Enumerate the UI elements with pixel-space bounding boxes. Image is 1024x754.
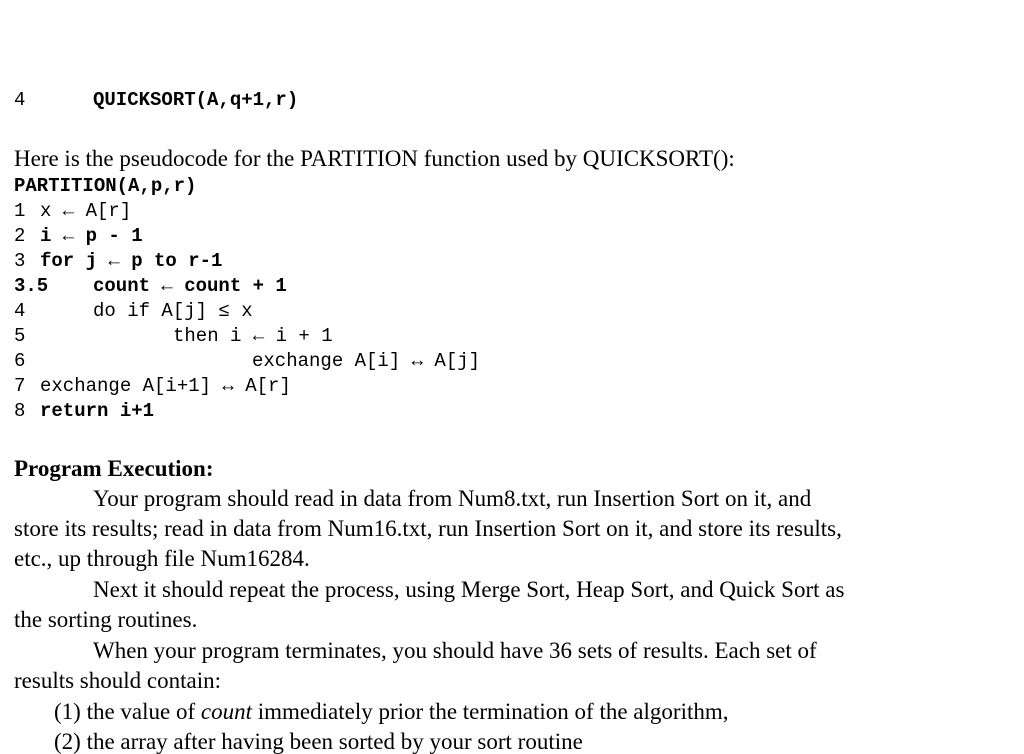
- code-line-number: 5: [14, 325, 26, 347]
- code-line: exchange A[i+1] ↔ A[r]: [40, 375, 291, 397]
- code-line: x ← A[r]: [40, 200, 132, 222]
- paragraph-line: store its results; read in data from Num16.txt, run Insertion Sort on it, and store its results,: [14, 516, 842, 541]
- code-line-number: 6: [14, 350, 26, 372]
- code-line-number: 8: [14, 400, 26, 422]
- code-line: count ← count + 1: [93, 275, 287, 297]
- emphasis-count: count: [200, 699, 252, 724]
- section-heading: Program Execution:: [14, 456, 214, 481]
- code-line-number: 3: [14, 250, 26, 272]
- code-line: then i ← i + 1: [173, 325, 333, 347]
- code-line-number: 3.5: [14, 275, 49, 297]
- list-item-prefix: (1) the value of: [54, 699, 201, 724]
- list-item: (2) the array after having been sorted by your sort routine: [54, 729, 583, 754]
- paragraph-line: Your program should read in data from Num8.txt, run Insertion Sort on it, and: [93, 486, 812, 511]
- paragraph-line: the sorting routines.: [14, 607, 198, 632]
- code-line: exchange A[i] ↔ A[j]: [252, 350, 481, 372]
- paragraph-line: results should contain:: [14, 668, 221, 693]
- list-item: [54, 700, 729, 723]
- code-line: do if A[j] ≤ x: [93, 300, 253, 322]
- paragraph-line: etc., up through file Num16284.: [14, 546, 310, 571]
- code-line: for j ← p to r-1: [40, 250, 223, 272]
- list-item-suffix: immediately prior the termination of the algorithm,: [252, 699, 729, 724]
- code-line-number: 1: [14, 200, 26, 222]
- code-line-number: 7: [14, 375, 26, 397]
- code-line-number: 2: [14, 225, 26, 247]
- code-line: return i+1: [40, 400, 155, 422]
- code-line-number: 4: [14, 89, 26, 111]
- partition-header: PARTITION(A,p,r): [14, 175, 197, 197]
- paragraph-line: When your program terminates, you should have 36 sets of results. Each set of: [93, 638, 817, 663]
- code-line-number: 4: [14, 300, 26, 322]
- paragraph-line: Next it should repeat the process, using Merge Sort, Heap Sort, and Quick Sort as: [93, 577, 845, 602]
- code-line: i ← p - 1: [40, 225, 143, 247]
- intro-text: Here is the pseudocode for the PARTITION function used by QUICKSORT():: [14, 146, 735, 171]
- code-line: QUICKSORT(A,q+1,r): [93, 89, 299, 111]
